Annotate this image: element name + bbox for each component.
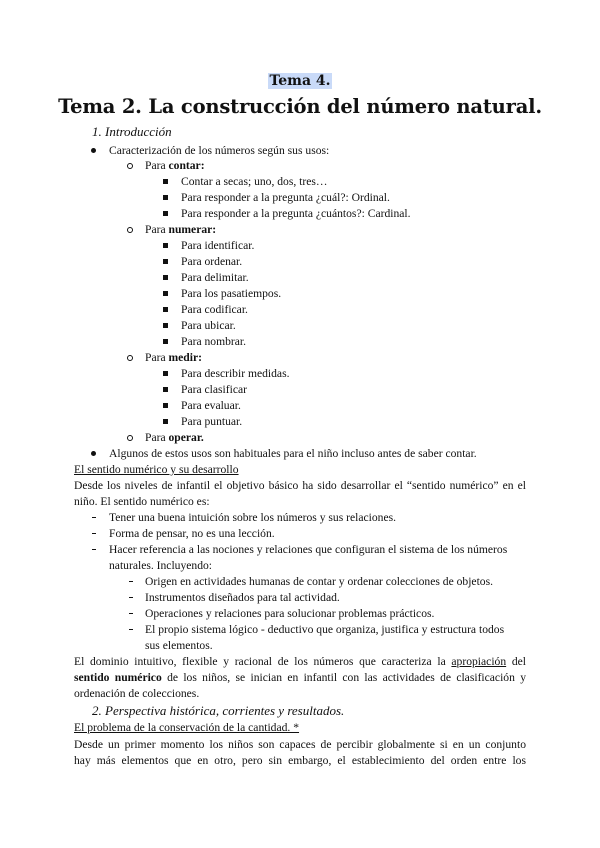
- bullet-square-icon: [163, 211, 168, 216]
- contar-sub-item: Contar a secas; uno, dos, tres…: [181, 175, 328, 188]
- bullet-circle-icon: [127, 355, 133, 361]
- dash-bullet-icon: [92, 549, 96, 550]
- bullet-circle-icon: [127, 227, 133, 233]
- dominio-paragraph-line: ordenación de colecciones.: [74, 687, 200, 700]
- contar-sub-item: Para responder a la pregunta ¿cuál?: Ordinal.: [181, 191, 390, 204]
- sub-dash-item: Operaciones y relaciones para solucionar problemas prácticos.: [145, 607, 435, 620]
- dash-bullet-icon: [129, 613, 133, 614]
- dash-bullet-icon: [129, 629, 133, 630]
- page-title: Tema 2. La construcción del número natural.: [58, 95, 542, 118]
- conservacion-paragraph-line: Desde un primer momento los niños son capaces de percibir globalmente si en un conjunto: [74, 738, 526, 751]
- bullet-circle-icon: [127, 163, 133, 169]
- bullet-circle-icon: [127, 435, 133, 441]
- operar-item: Para operar.: [145, 431, 204, 444]
- bullet-disc-icon: [91, 148, 96, 153]
- bullet-disc-icon: [91, 451, 96, 456]
- bullet-square-icon: [163, 291, 168, 296]
- section-2-heading: 2. Perspectiva histórica, corrientes y resultados.: [92, 703, 345, 718]
- bullet-square-icon: [163, 403, 168, 408]
- bullet-square-icon: [163, 259, 168, 264]
- bullet-square-icon: [163, 339, 168, 344]
- dash-item: Hacer referencia a las nociones y relaciones que configuran el sistema de los números: [109, 543, 508, 556]
- bullet-square-icon: [163, 307, 168, 312]
- sentido-paragraph-line: niño. El sentido numérico es:: [74, 495, 210, 508]
- bullet-square-icon: [163, 243, 168, 248]
- contar-sub-item: Para responder a la pregunta ¿cuántos?: Cardinal.: [181, 207, 411, 220]
- dash-bullet-icon: [92, 517, 96, 518]
- numerar-sub-item: Para ubicar.: [181, 319, 236, 332]
- bullet-square-icon: [163, 419, 168, 424]
- tema-4-heading: Tema 4.: [269, 73, 331, 89]
- bullet-square-icon: [163, 387, 168, 392]
- medir-sub-item: Para evaluar.: [181, 399, 241, 412]
- numerar-sub-item: Para codificar.: [181, 303, 248, 316]
- numerar-item: Para numerar:: [145, 223, 217, 236]
- dash-bullet-icon: [92, 533, 96, 534]
- intro-bullet: Caracterización de los números según sus usos:: [109, 144, 330, 157]
- section-1-heading: 1. Introducción: [92, 124, 172, 139]
- numerar-sub-item: Para identificar.: [181, 239, 255, 252]
- dash-item: Tener una buena intuición sobre los números y sus relaciones.: [109, 511, 397, 524]
- dominio-paragraph-line: El dominio intuitivo, flexible y racional de los números que caracteriza la apropiación del: [74, 655, 526, 668]
- sub-dash-item-continued: sus elementos.: [145, 639, 213, 652]
- sub-dash-item: Instrumentos diseñados para tal actividad.: [145, 591, 340, 604]
- medir-item: Para medir:: [145, 351, 202, 364]
- closing-bullet: Algunos de estos usos son habituales para el niño incluso antes de saber contar.: [109, 447, 477, 460]
- dominio-paragraph-line: sentido numérico de los niños, se inician en infantil con las actividades de clasificación y: [74, 671, 527, 684]
- bullet-square-icon: [163, 179, 168, 184]
- dash-item: Forma de pensar, no es una lección.: [109, 527, 275, 540]
- medir-sub-item: Para puntuar.: [181, 415, 243, 428]
- bullet-square-icon: [163, 371, 168, 376]
- dash-item-continued: naturales. Incluyendo:: [109, 559, 213, 572]
- dash-bullet-icon: [129, 597, 133, 598]
- contar-item: Para contar:: [145, 159, 205, 172]
- medir-sub-item: Para clasificar: [181, 383, 247, 396]
- medir-sub-item: Para describir medidas.: [181, 367, 290, 380]
- bullet-square-icon: [163, 275, 168, 280]
- bullet-square-icon: [163, 323, 168, 328]
- sentido-heading: El sentido numérico y su desarrollo: [74, 463, 239, 476]
- conservacion-heading: El problema de la conservación de la cantidad. *: [74, 721, 300, 734]
- numerar-sub-item: Para nombrar.: [181, 335, 247, 348]
- numerar-sub-item: Para los pasatiempos.: [181, 287, 282, 300]
- sub-dash-item: El propio sistema lógico - deductivo que organiza, justifica y estructura todos: [145, 623, 505, 636]
- numerar-sub-item: Para delimitar.: [181, 271, 249, 284]
- sub-dash-item: Origen en actividades humanas de contar y ordenar colecciones de objetos.: [145, 575, 493, 588]
- sentido-paragraph-line: Desde los niveles de infantil el objetivo básico ha sido desarrollar el “sentido numérico” en el: [74, 479, 526, 492]
- conservacion-paragraph-line: hay más elementos que en otro, pero sin embargo, el establecimiento del orden entre los: [74, 754, 526, 767]
- dash-bullet-icon: [129, 581, 133, 582]
- bullet-square-icon: [163, 195, 168, 200]
- numerar-sub-item: Para ordenar.: [181, 255, 243, 268]
